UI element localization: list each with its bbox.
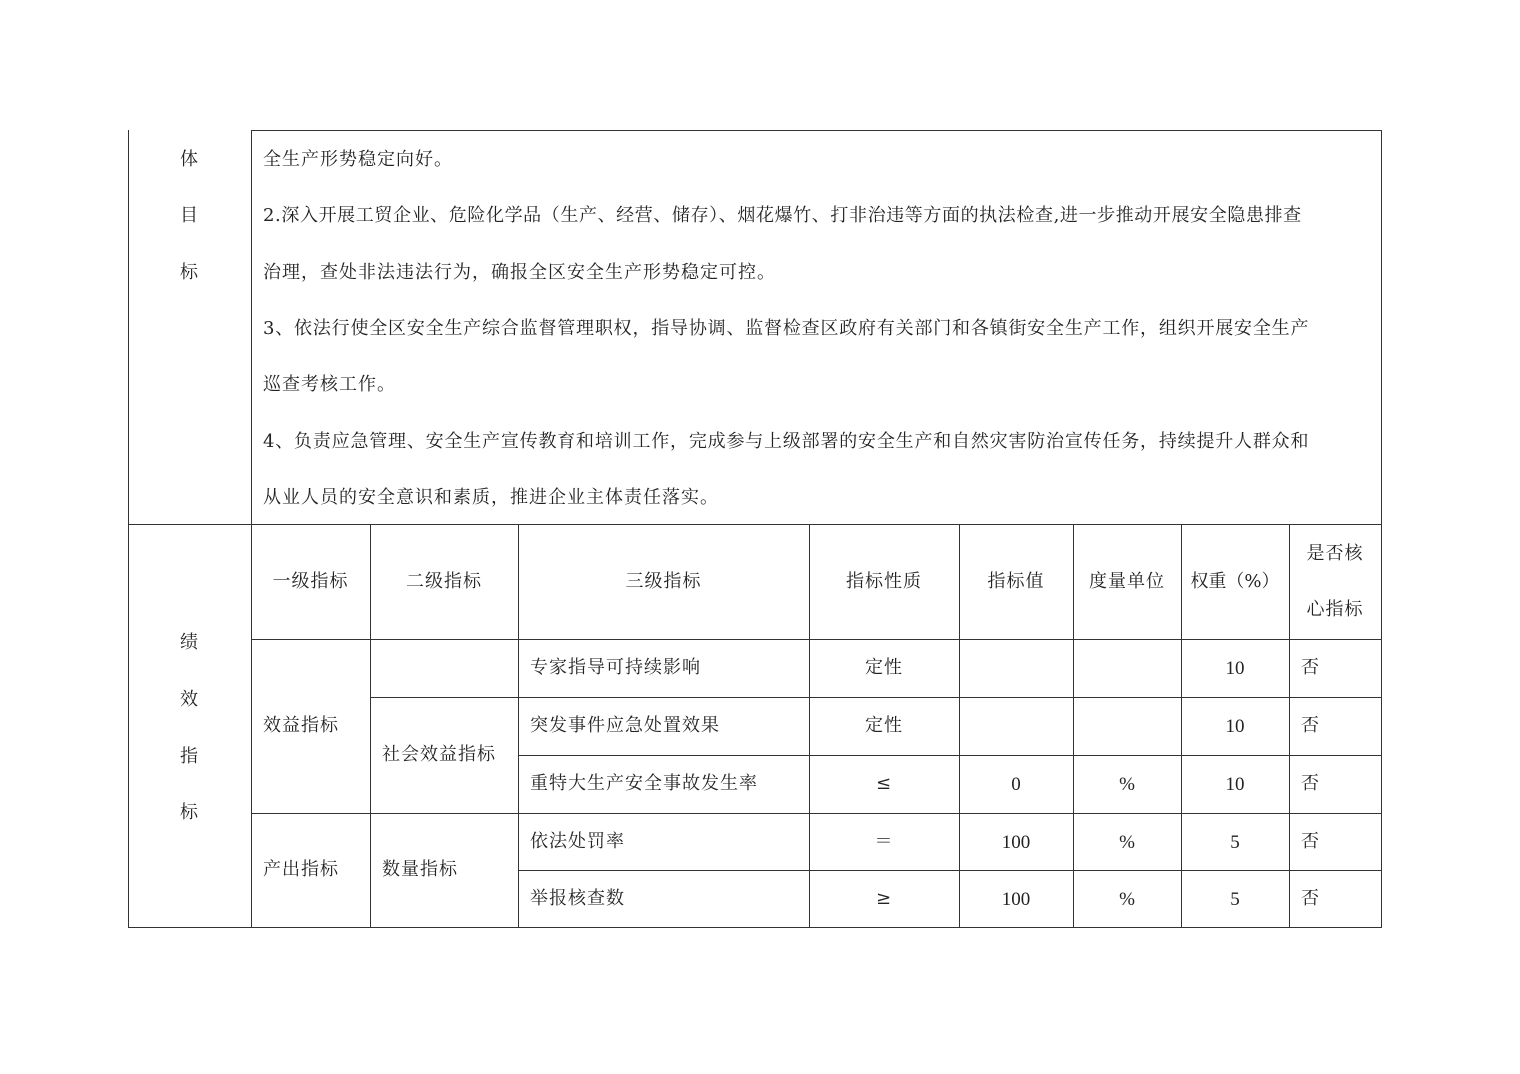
group-output: 产出指标 bbox=[263, 859, 339, 880]
row-unit: % bbox=[1119, 889, 1135, 910]
group-quantity: 数量指标 bbox=[382, 859, 458, 880]
row-value: 100 bbox=[1001, 832, 1031, 853]
header-weight: 权重（%） bbox=[1190, 571, 1280, 592]
row-value: 0 bbox=[1011, 774, 1021, 795]
table-border bbox=[518, 870, 1382, 871]
table-border bbox=[251, 130, 252, 928]
target-label-char: 目 bbox=[180, 205, 199, 226]
row-value: 100 bbox=[1001, 889, 1031, 910]
row-core: 否 bbox=[1301, 657, 1320, 678]
row-level3: 举报核查数 bbox=[530, 888, 625, 909]
row-nature: 定性 bbox=[865, 715, 903, 736]
target-text-line: 全生产形势稳定向好。 bbox=[263, 149, 453, 170]
header-core: 是否核 bbox=[1306, 543, 1364, 564]
row-nature: ≥ bbox=[875, 888, 893, 909]
header-level2: 二级指标 bbox=[406, 571, 482, 592]
row-core: 否 bbox=[1301, 715, 1320, 736]
header-nature: 指标性质 bbox=[846, 571, 922, 592]
row-weight: 5 bbox=[1230, 889, 1240, 910]
table-border bbox=[1289, 524, 1290, 928]
target-label-char: 标 bbox=[180, 262, 199, 283]
table-border bbox=[251, 813, 1382, 814]
table-border bbox=[518, 755, 1382, 756]
group-benefit: 效益指标 bbox=[263, 715, 339, 736]
row-unit: % bbox=[1119, 774, 1135, 795]
row-level3: 突发事件应急处置效果 bbox=[530, 715, 720, 736]
row-weight: 10 bbox=[1225, 658, 1245, 679]
row-level3: 重特大生产安全事故发生率 bbox=[530, 773, 758, 794]
target-text-line: 2.深入开展工贸企业、危险化学品（生产、经营、储存）、烟花爆竹、打非治违等方面的执法检查,进一步推动开展安全隐患排查 bbox=[263, 205, 1302, 226]
row-nature: ≤ bbox=[875, 773, 893, 794]
header-value: 指标值 bbox=[987, 571, 1045, 592]
table-border bbox=[370, 697, 1382, 698]
target-text-line: 从业人员的安全意识和素质，推进企业主体责任落实。 bbox=[263, 487, 719, 508]
performance-label-char: 效 bbox=[180, 689, 199, 710]
group-social-benefit: 社会效益指标 bbox=[382, 744, 496, 765]
row-core: 否 bbox=[1301, 773, 1320, 794]
header-unit: 度量单位 bbox=[1089, 571, 1165, 592]
row-nature: ＝ bbox=[874, 831, 894, 852]
header-core: 心指标 bbox=[1306, 599, 1364, 620]
table-border bbox=[128, 524, 1382, 525]
row-weight: 10 bbox=[1225, 716, 1245, 737]
row-core: 否 bbox=[1301, 888, 1320, 909]
performance-label-char: 绩 bbox=[180, 632, 199, 653]
performance-label-char: 标 bbox=[180, 802, 199, 823]
target-label-char: 体 bbox=[180, 149, 199, 170]
target-text-line: 巡查考核工作。 bbox=[263, 374, 396, 395]
row-unit: % bbox=[1119, 832, 1135, 853]
target-text-line: 治理，查处非法违法行为，确报全区安全生产形势稳定可控。 bbox=[263, 262, 776, 283]
table-border bbox=[1381, 130, 1382, 928]
row-level3: 依法处罚率 bbox=[530, 831, 625, 852]
table-border bbox=[128, 927, 1382, 928]
target-text-line: 3、依法行使全区安全生产综合监督管理职权，指导协调、监督检查区政府有关部门和各镇街安全生产工作，组织开展安全生产 bbox=[263, 318, 1310, 339]
header-level3: 三级指标 bbox=[625, 571, 702, 592]
row-core: 否 bbox=[1301, 831, 1320, 852]
row-level3: 专家指导可持续影响 bbox=[530, 657, 701, 678]
target-text-line: 4、负责应急管理、安全生产宣传教育和培训工作，完成参与上级部署的安全生产和自然灾害防治宣传任务，持续提升人群众和 bbox=[263, 431, 1310, 452]
performance-label-char: 指 bbox=[180, 746, 199, 767]
table-border bbox=[251, 639, 1382, 640]
row-weight: 5 bbox=[1230, 832, 1240, 853]
header-level1: 一级指标 bbox=[272, 571, 349, 592]
table-border bbox=[251, 130, 1382, 131]
row-weight: 10 bbox=[1225, 774, 1245, 795]
row-nature: 定性 bbox=[865, 657, 903, 678]
